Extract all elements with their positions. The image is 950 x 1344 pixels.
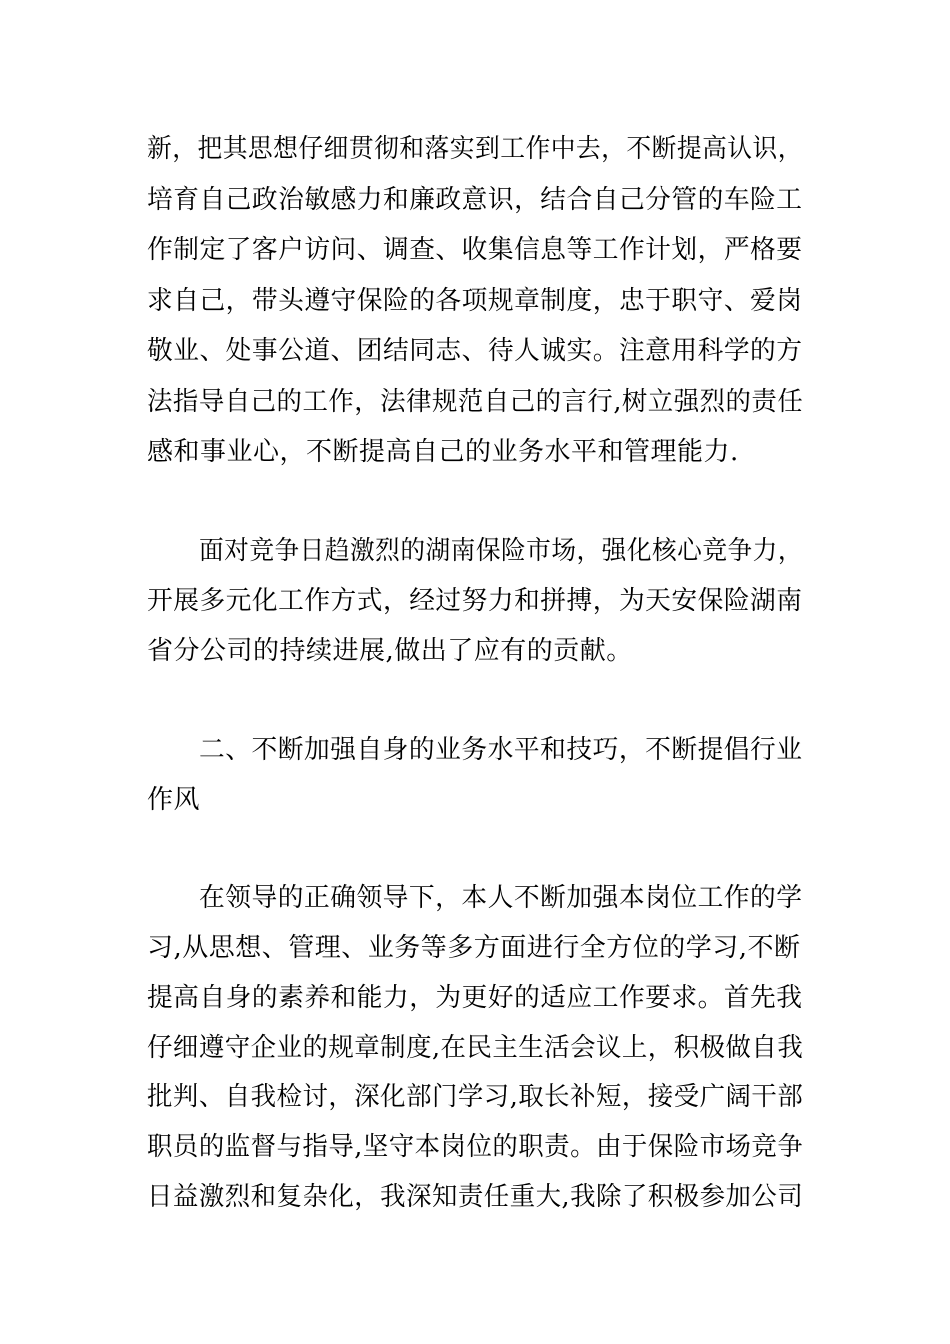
text-line: 开展多元化工作方式，经过努力和拼搏，为天安保险湖南 [147, 586, 803, 616]
text-line: 敬业、处事公道、团结同志、待人诚实。注意用科学的方 [147, 336, 803, 366]
text-line: 提高自身的素养和能力，为更好的适应工作要求。首先我 [147, 983, 803, 1013]
text-line: 仔细遵守企业的规章制度,在民主生活会议上，积极做自我 [147, 1033, 804, 1063]
text-line: 在领导的正确领导下，本人不断加强本岗位工作的学 [199, 883, 803, 913]
text-line: 职员的监督与指导,坚守本岗位的职责。由于保险市场竞争 [147, 1132, 804, 1162]
text-line: 面对竞争日趋激烈的湖南保险市场，强化核心竞争力， [199, 536, 804, 566]
text-line: 法指导自己的工作，法律规范自己的言行,树立强烈的责任 [147, 387, 804, 417]
text-line: 感和事业心，不断提高自己的业务水平和管理能力. [147, 437, 739, 467]
text-line: 求自己，带头遵守保险的各项规章制度，忠于职守、爱岗 [147, 286, 803, 316]
text-line: 培育自己政治敏感力和廉政意识，结合自己分管的车险工 [147, 185, 803, 215]
text-line: 作制定了客户访问、调查、收集信息等工作计划，严格要 [147, 235, 803, 265]
text-line: 日益激烈和复杂化，我深知责任重大,我除了积极参加公司 [147, 1182, 804, 1212]
text-line: 省分公司的持续进展,做出了应有的贡献。 [147, 636, 633, 666]
heading-line: 作风 [147, 785, 201, 815]
heading-line: 二、不断加强自身的业务水平和技巧，不断提倡行业 [199, 735, 803, 765]
text-line: 批判、自我检讨，深化部门学习,取长补短，接受广阔干部 [147, 1082, 804, 1112]
text-line: 习,从思想、管理、业务等多方面进行全方位的学习,不断 [147, 933, 801, 963]
text-line: 新，把其思想仔细贯彻和落实到工作中去，不断提高认识， [147, 134, 804, 164]
